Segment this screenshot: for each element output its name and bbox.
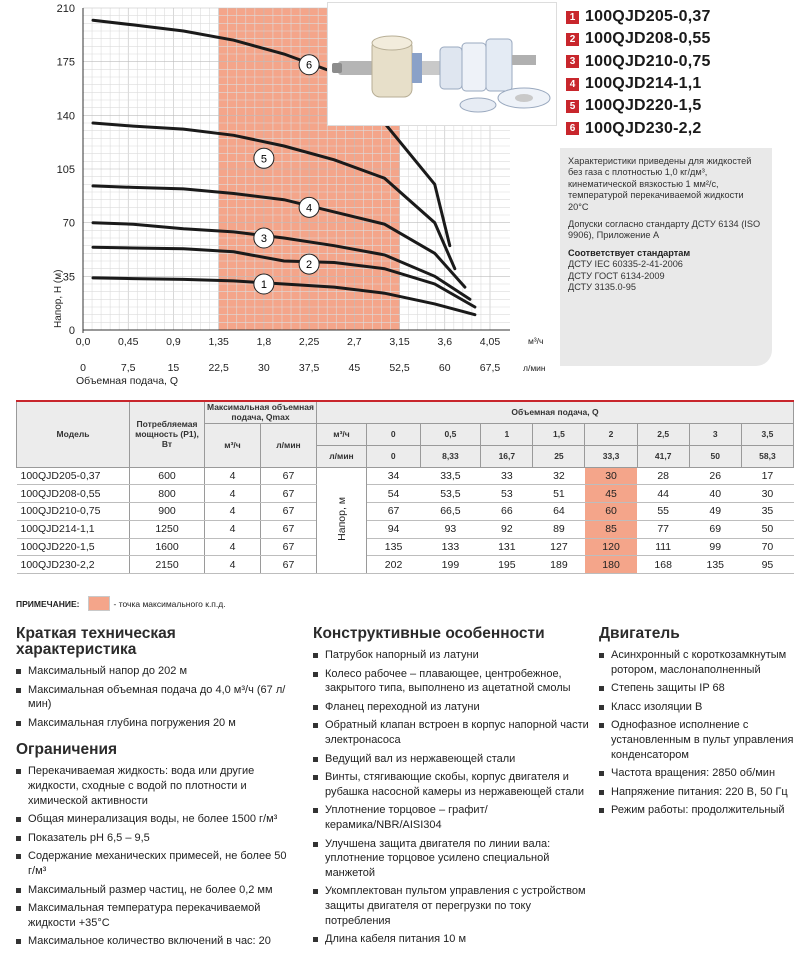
design-item: Улучшена защита двигателя по линии вала: уплотнение торцовое усилено специальной манжетой <box>313 837 590 881</box>
x-tick-label-m3h: 2,7 <box>347 336 362 348</box>
design-heading: Конструктивные особенности <box>313 625 545 642</box>
head-value-cell: 34 <box>367 467 421 485</box>
head-value-cell: 111 <box>637 538 689 556</box>
head-value-cell: 53 <box>481 485 533 503</box>
head-value-cell: 99 <box>689 538 741 556</box>
qmax-m3h-cell: 4 <box>205 485 261 503</box>
flow-value-lmin: 41,7 <box>637 445 689 467</box>
y-axis-title: Напор, Н (м) <box>53 269 64 328</box>
qmax-m3h-cell: 4 <box>205 503 261 521</box>
model-number-badge: 2 <box>566 33 579 46</box>
x-tick-label-lmin: 22,5 <box>208 362 229 374</box>
x-tick-label-lmin: 52,5 <box>389 362 410 374</box>
head-value-cell: 189 <box>533 556 585 574</box>
head-value-cell: 64 <box>533 503 585 521</box>
head-value-cell: 54 <box>367 485 421 503</box>
head-value-cell: 33 <box>481 467 533 485</box>
x-tick-label-lmin: 15 <box>167 362 180 374</box>
model-name: 100QJD230-2,2 <box>585 119 702 137</box>
motor-item: Асинхронный с короткозамкнутым ротором, маслонаполненный <box>599 648 804 677</box>
table-row <box>17 503 794 521</box>
design-list <box>313 648 590 947</box>
y-tick-label: 140 <box>56 110 75 123</box>
flow-value-m3h: 3,5 <box>741 423 793 445</box>
flow-value-lmin: 50 <box>689 445 741 467</box>
head-value-cell: 67 <box>367 503 421 521</box>
qmax-lmin-cell: 67 <box>261 556 317 574</box>
head-value-cell: 32 <box>533 467 585 485</box>
model-cell: 100QJD214-1,1 <box>17 520 130 538</box>
max-efficiency-cell: 45 <box>585 485 637 503</box>
series-marker-label: 2 <box>306 259 313 272</box>
motor-column <box>599 626 804 822</box>
x-axis-title: Объемная подача, Q <box>76 375 179 387</box>
standard-item: ДСТУ IEC 60335-2-41-2006 <box>568 259 683 270</box>
model-cell: 100QJD230-2,2 <box>17 556 130 574</box>
conditions-infobox <box>560 148 772 366</box>
model-number-badge: 1 <box>566 11 579 24</box>
x-tick-label-lmin: 7,5 <box>120 362 136 374</box>
model-number-badge: 5 <box>566 100 579 113</box>
table-row <box>17 520 794 538</box>
flow-value-lmin: 58,3 <box>741 445 793 467</box>
limits-heading: Ограничения <box>16 741 118 759</box>
design-item: Колесо рабочее – плавающее, центробежное, закрытого типа, выполнено из ацетатной смолы <box>313 667 590 696</box>
model-name: 100QJD210-0,75 <box>585 52 711 70</box>
head-value-cell: 133 <box>420 538 481 556</box>
power-cell: 900 <box>130 503 205 521</box>
qmax-lmin-cell: 67 <box>261 467 317 485</box>
model-cell: 100QJD208-0,55 <box>17 485 130 503</box>
motor-heading: Двигатель <box>599 625 680 642</box>
max-efficiency-cell: 120 <box>585 538 637 556</box>
qmax-unit-lmin: л/мин <box>261 423 317 467</box>
x-tick-label-lmin: 0 <box>80 362 86 374</box>
head-value-cell: 51 <box>533 485 585 503</box>
performance-table <box>16 400 794 574</box>
model-name: 100QJD205-0,37 <box>585 8 711 26</box>
x-tick-label-lmin: 30 <box>258 362 270 374</box>
head-value-cell: 202 <box>367 556 421 574</box>
head-value-cell: 135 <box>689 556 741 574</box>
motor-item: Напряжение питания: 220 В, 50 Гц <box>599 785 804 800</box>
head-value-cell: 199 <box>420 556 481 574</box>
head-value-cell: 50 <box>741 520 793 538</box>
head-value-cell: 49 <box>689 503 741 521</box>
flow-unit-lmin: л/мин <box>317 445 367 467</box>
col-header-flow: Объемная подача, Q <box>317 401 794 423</box>
limit-item: Содержание механических примесей, не более 50 г/м³ <box>16 849 294 878</box>
head-value-cell: 40 <box>689 485 741 503</box>
model-number-badge: 4 <box>566 78 579 91</box>
model-item <box>566 95 806 117</box>
series-marker-label: 1 <box>260 279 267 291</box>
model-name: 100QJD214-1,1 <box>585 75 702 93</box>
col-header-qmax: Максимальная объемная подача, Qmax <box>205 401 317 423</box>
flow-value-m3h: 0,5 <box>420 423 481 445</box>
limit-item: Максимальная температура перекачиваемой жидкости +35°С <box>16 901 294 930</box>
limit-item: Показатель рН 6,5 – 9,5 <box>16 831 294 846</box>
flow-value-m3h: 3 <box>689 423 741 445</box>
head-value-cell: 30 <box>741 485 793 503</box>
series-marker-label: 5 <box>260 153 267 166</box>
head-value-cell: 53,5 <box>420 485 481 503</box>
max-efficiency-cell: 60 <box>585 503 637 521</box>
motor-item: Класс изоляции В <box>599 700 804 715</box>
tolerance-text: Допуски согласно стандарту ДСТУ 6134 (ISO 9906), Приложение А <box>568 219 761 241</box>
head-value-cell: 135 <box>367 538 421 556</box>
model-number-badge: 3 <box>566 55 579 68</box>
flow-value-lmin: 25 <box>533 445 585 467</box>
motor-item: Частота вращения: 2850 об/мин <box>599 766 804 781</box>
product-photo <box>327 2 557 126</box>
note-text: - точка максимального к.п.д. <box>113 598 226 609</box>
head-value-cell: 89 <box>533 520 585 538</box>
qmax-lmin-cell: 67 <box>261 520 317 538</box>
design-item: Ведущий вал из нержавеющей стали <box>313 752 590 767</box>
limit-item: Максимальный размер частиц, не более 0,2 мм <box>16 883 294 898</box>
x-tick-label-m3h: 3,15 <box>389 336 410 348</box>
head-value-cell: 94 <box>367 520 421 538</box>
head-value-cell: 168 <box>637 556 689 574</box>
y-tick-label: 70 <box>62 217 75 230</box>
model-number-badge: 6 <box>566 122 579 135</box>
design-item: Патрубок напорный из латуни <box>313 648 590 663</box>
flow-value-m3h: 2,5 <box>637 423 689 445</box>
x-tick-label-m3h: 2,25 <box>298 336 320 348</box>
y-tick-label: 105 <box>56 164 75 176</box>
head-value-cell: 95 <box>741 556 793 574</box>
head-value-cell: 66 <box>481 503 533 521</box>
x-tick-label-m3h: 0,9 <box>166 336 181 348</box>
model-name: 100QJD208-0,55 <box>585 30 711 48</box>
head-value-cell: 127 <box>533 538 585 556</box>
head-value-cell: 77 <box>637 520 689 538</box>
head-value-cell: 93 <box>420 520 481 538</box>
design-item: Длина кабеля питания 10 м <box>313 932 590 947</box>
spec-item: Максимальная глубина погружения 20 м <box>16 716 294 731</box>
design-item: Обратный клапан встроен в корпус напорной части электронасоса <box>313 718 590 747</box>
motor-item: Режим работы: продолжительный <box>599 803 804 818</box>
head-value-cell: 69 <box>689 520 741 538</box>
head-label-cell <box>317 467 367 574</box>
power-cell: 1250 <box>130 520 205 538</box>
x-tick-label-m3h: 1,35 <box>208 336 229 348</box>
flow-value-lmin: 16,7 <box>481 445 533 467</box>
y-tick-label: 35 <box>62 271 75 284</box>
note-label: ПРИМЕЧАНИЕ: <box>16 598 80 609</box>
flow-value-m3h: 1 <box>481 423 533 445</box>
table-note <box>16 596 226 611</box>
flow-value-lmin: 0 <box>367 445 421 467</box>
model-item <box>566 28 806 50</box>
standard-item: ДСТУ 3135.0-95 <box>568 282 636 293</box>
head-value-cell: 28 <box>637 467 689 485</box>
qmax-lmin-cell: 67 <box>261 503 317 521</box>
head-value-cell: 131 <box>481 538 533 556</box>
max-efficiency-cell: 85 <box>585 520 637 538</box>
max-efficiency-swatch <box>88 596 110 611</box>
col-header-model: Модель <box>17 401 130 467</box>
design-item: Укомплектован пультом управления с устройством защиты двигателя от перегрузки по току потребления <box>313 884 590 928</box>
limit-item: Общая минерализация воды, не более 1500 г/м³ <box>16 812 294 827</box>
motor-item: Однофазное исполнение с установленным в пульт управления конденсатором <box>599 718 804 762</box>
y-tick-label: 175 <box>56 56 75 69</box>
standards-heading: Соответствует стандартам <box>568 247 691 258</box>
x-tick-label-lmin: 37,5 <box>298 362 320 374</box>
limit-item: Максимальное количество включений в час: 20 <box>16 934 294 949</box>
series-marker-label: 4 <box>306 202 313 215</box>
y-tick-label: 210 <box>56 3 75 15</box>
flow-unit-m3h: м³/ч <box>317 423 367 445</box>
model-name: 100QJD220-1,5 <box>585 97 702 115</box>
head-value-cell: 33,5 <box>420 467 481 485</box>
model-cell: 100QJD220-1,5 <box>17 538 130 556</box>
y-tick-label: 0 <box>68 325 75 337</box>
specs-column <box>16 626 294 953</box>
qmax-unit-m3h: м³/ч <box>205 423 261 467</box>
standard-item: ДСТУ ГОСТ 6134-2009 <box>568 270 665 281</box>
qmax-m3h-cell: 4 <box>205 538 261 556</box>
specs-heading: Краткая техническая характеристика <box>16 625 176 658</box>
qmax-m3h-cell: 4 <box>205 467 261 485</box>
head-value-cell: 26 <box>689 467 741 485</box>
x-tick-label-m3h: 4,05 <box>479 336 501 348</box>
motor-item: Степень защиты IP 68 <box>599 681 804 696</box>
model-item <box>566 117 806 139</box>
motor-list <box>599 648 804 818</box>
limit-item: Перекачиваемая жидкость: вода или другие жидкости, сходные с водой по плотности и химической активности <box>16 764 294 808</box>
flow-value-lmin: 33,3 <box>585 445 637 467</box>
head-label: Напор, м <box>335 496 348 541</box>
qmax-lmin-cell: 67 <box>261 485 317 503</box>
col-header-power: Потребляемая мощность (Р1), Вт <box>130 401 205 467</box>
limits-list <box>16 764 294 949</box>
head-value-cell: 35 <box>741 503 793 521</box>
series-marker-label: 3 <box>260 233 267 245</box>
series-marker-label: 6 <box>306 59 313 72</box>
head-value-cell: 17 <box>741 467 793 485</box>
qmax-m3h-cell: 4 <box>205 556 261 574</box>
flow-value-m3h: 1,5 <box>533 423 585 445</box>
spec-item: Максимальный напор до 202 м <box>16 664 294 679</box>
qmax-lmin-cell: 67 <box>261 538 317 556</box>
x-tick-label-lmin: 45 <box>348 362 361 374</box>
head-value-cell: 66,5 <box>420 503 481 521</box>
head-value-cell: 44 <box>637 485 689 503</box>
model-item <box>566 6 806 28</box>
head-value-cell: 195 <box>481 556 533 574</box>
power-cell: 2150 <box>130 556 205 574</box>
model-cell: 100QJD210-0,75 <box>17 503 130 521</box>
x-tick-label-m3h: 3,6 <box>437 336 453 348</box>
x-tick-label-m3h: 0,0 <box>75 336 91 348</box>
design-item: Винты, стягивающие скобы, корпус двигателя и рубашка насосной камеры из нержавеющей стали <box>313 770 590 799</box>
model-item <box>566 51 806 73</box>
conditions-text: Характеристики приведены для жидкостей без газа с плотностью 1,0 кг/дм³, кинематической вязкостью 1 мм²/с, температурой перекачиваемой жидкости 20°С <box>568 156 752 212</box>
specs-list <box>16 664 294 730</box>
x-unit-lmin: л/мин <box>523 363 546 373</box>
design-item: Уплотнение торцовое – графит/керамика/NBR/AISI304 <box>313 803 590 832</box>
x-tick-label-m3h: 1,8 <box>256 336 272 348</box>
power-cell: 1600 <box>130 538 205 556</box>
x-tick-label-m3h: 0,45 <box>118 336 139 348</box>
flow-value-m3h: 2 <box>585 423 637 445</box>
x-unit-m3h: м³/ч <box>528 336 544 346</box>
flow-value-m3h: 0 <box>367 423 421 445</box>
max-efficiency-cell: 180 <box>585 556 637 574</box>
table-row <box>17 485 794 503</box>
table-row <box>17 556 794 574</box>
head-value-cell: 92 <box>481 520 533 538</box>
x-tick-label-lmin: 60 <box>438 362 451 374</box>
model-cell: 100QJD205-0,37 <box>17 467 130 485</box>
max-efficiency-cell: 30 <box>585 467 637 485</box>
head-value-cell: 70 <box>741 538 793 556</box>
table-row <box>17 538 794 556</box>
x-tick-label-lmin: 67,5 <box>479 362 501 374</box>
spec-item: Максимальная объемная подача до 4,0 м³/ч (67 л/мин) <box>16 683 294 712</box>
model-list <box>566 6 806 140</box>
table-row <box>17 467 794 485</box>
power-cell: 800 <box>130 485 205 503</box>
design-item: Фланец переходной из латуни <box>313 700 590 715</box>
model-item <box>566 73 806 95</box>
flow-value-lmin: 8,33 <box>420 445 481 467</box>
power-cell: 600 <box>130 467 205 485</box>
design-column <box>313 626 590 951</box>
head-value-cell: 55 <box>637 503 689 521</box>
qmax-m3h-cell: 4 <box>205 520 261 538</box>
